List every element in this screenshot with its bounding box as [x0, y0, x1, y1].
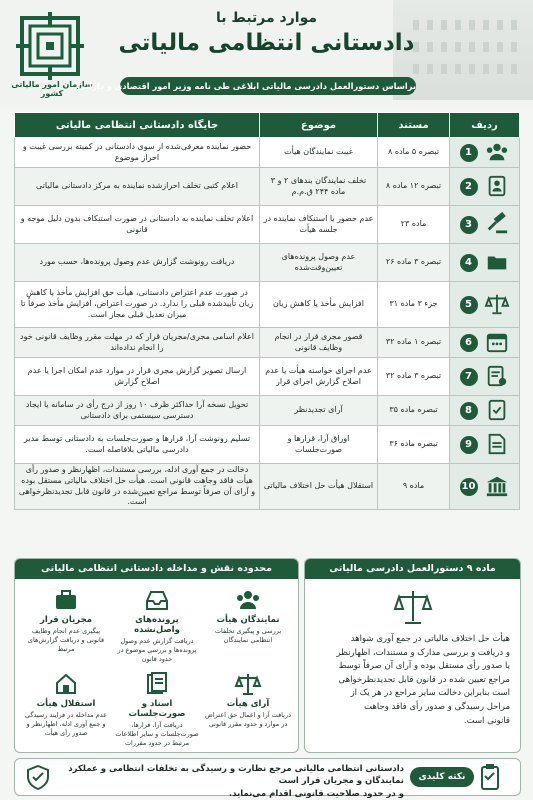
article9-line: مراحل رسیدگی و صدور رأی فاقد وجاهت — [364, 701, 510, 712]
table-row — [15, 426, 520, 464]
row-number: 4 — [460, 254, 478, 272]
table-header-row — [15, 113, 520, 138]
org-name: سازمان امور مالیاتی کشور — [11, 80, 93, 98]
role-card — [205, 587, 291, 645]
article9-line: هیأت حل اختلاف مالیاتی در جمع آوری شواهد — [350, 634, 510, 644]
role-card-desc: عدم مداخله در فرایند رسیدگی و جمع آوری ادله، اظهارنظر و صدور رأی هیأت — [24, 711, 108, 737]
row-number-cell — [450, 464, 520, 510]
row-number-cell — [450, 282, 520, 328]
table-body — [15, 138, 520, 510]
row-number-cell — [450, 244, 520, 282]
inbox-icon — [144, 587, 170, 613]
row-number: 2 — [460, 178, 478, 196]
role-card-desc: دریافت گزارش عدم وصول پرونده‌ها و بررسی موضوع در حدود قانون — [117, 637, 197, 663]
description-cell: در صورت عدم اعتراض دادستانی، هیأت حق افزایش مأخذ یا کاهش زیان تأییدشده قبلی را ندارد. در صورت اعتراض، افزایش مأخذ صرفاً تا میزان تعدیل قبلی مجاز است. — [15, 282, 260, 328]
table-row — [15, 206, 520, 244]
col-header-subject: موضوع — [260, 113, 378, 138]
row-number: 1 — [460, 144, 478, 162]
row-number-cell — [450, 396, 520, 426]
reference-cell: تبصره ۱۲ ماده ۸ — [378, 168, 450, 206]
article9-line: و دریافت و بررسی مدارک و مستندات، اظهارنظر — [336, 647, 510, 658]
document-check-icon — [484, 398, 510, 424]
role-card-desc: بررسی و پیگیری تخلفات انتظامی نمایندگان — [214, 627, 282, 644]
subject-cell: اوراق آرا، قرارها و صورت‌جلسات — [260, 426, 378, 464]
subject-cell: افزایش مأخذ یا کاهش زیان — [260, 282, 378, 328]
key-note-label: نکته کلیدی — [410, 767, 474, 787]
scales-icon — [235, 671, 261, 697]
row-number: 7 — [460, 368, 478, 386]
row-number-cell — [450, 168, 520, 206]
subject-cell: عدم حضور یا استنکاف نماینده در جلسه هیأت — [260, 206, 378, 244]
description-cell: حضور نماینده معرفی‌شده از سوی دادستانی در کمیته بررسی غیبت و احراز موضوع — [15, 138, 260, 168]
gavel-icon — [484, 212, 510, 238]
subject-cell: عدم اجرای خواسته هیأت یا عدم اصلاح گزارش اجرای قرار — [260, 358, 378, 396]
row-number: 5 — [460, 296, 478, 314]
role-card — [114, 671, 200, 747]
row-number: 6 — [460, 334, 478, 352]
article9-box — [304, 558, 521, 753]
independence-icon — [53, 671, 79, 697]
role-card — [23, 671, 109, 737]
reference-cell: تبصره ۵ ماده ۸ — [378, 138, 450, 168]
row-number-cell — [450, 328, 520, 358]
reference-cell: تبصره ماده ۳۶ — [378, 426, 450, 464]
role-card — [23, 587, 109, 653]
role-card-title: مجریان قرار — [40, 615, 92, 625]
article9-line: است بنابراین دخالت سایر مراجع در هر یک از — [350, 688, 510, 699]
role-card-desc: دریافت آرا و اعمال حق اعتراض در موارد و حدود مقرر قانونی — [204, 711, 291, 728]
page-title: دادستانی انتظامی مالیاتی — [118, 30, 415, 56]
table-row — [15, 282, 520, 328]
description-cell: دریافت رونوشت گزارش عدم وصول پرونده‌ها، حسب مورد — [15, 244, 260, 282]
role-card-title: پرونده‌های واصل‌نشده — [134, 615, 180, 635]
table-row — [15, 358, 520, 396]
user-badge-icon — [484, 174, 510, 200]
subtitle-bar: براساس دستورالعمل دادرسی مالیاتی ابلاغی طی نامه وزیر امور اقتصادی و دارایی — [120, 77, 416, 95]
people-icon — [235, 587, 261, 613]
row-number: 9 — [460, 436, 478, 454]
table-row — [15, 244, 520, 282]
row-number: 3 — [460, 216, 478, 234]
article9-title: ماده ۹ دستورالعمل دادرسی مالیاتی — [305, 559, 520, 579]
description-cell: اعلام اسامی مجری/مجریان قرار که در مهلت مقرر وظایف قانونی خود را انجام نداده‌اند — [15, 328, 260, 358]
role-box-title: محدوده نقش و مداخله دادستانی انتظامی مالیاتی — [15, 559, 298, 579]
row-number-cell — [450, 138, 520, 168]
table-row — [15, 396, 520, 426]
key-note-text — [55, 763, 404, 800]
article9-line: قانونی است. — [463, 715, 510, 726]
col-header-row-number: ردیف — [450, 113, 520, 138]
reference-cell: تبصره ۱ ماده ۳۲ — [378, 328, 450, 358]
scales-icon — [484, 292, 510, 318]
row-number-cell — [450, 206, 520, 244]
row-number-cell — [450, 358, 520, 396]
role-card-desc: پیگیری عدم انجام وظایف قانونی و دریافت گزارش‌های مرتبط — [27, 627, 105, 653]
file-text-icon — [484, 432, 510, 458]
role-card-title: نمایندگان هیأت — [216, 615, 280, 625]
users-icon — [484, 140, 510, 166]
subject-cell: استقلال هیأت حل اختلاف مالیاتی — [260, 464, 378, 510]
scales-icon — [393, 587, 433, 627]
role-card-title: اسناد و صورت‌جلسات — [128, 699, 186, 719]
folder-icon — [484, 250, 510, 276]
reference-cell: ماده ۹ — [378, 464, 450, 510]
subject-cell: تخلف نمایندگان بندهای ۲ و ۳ ماده ۲۴۴ ق.م.م — [260, 168, 378, 206]
subject-cell: قصور مجری قرار در انجام وظایف قانونی — [260, 328, 378, 358]
briefcase-icon — [53, 587, 79, 613]
subject-cell: عدم وصول پرونده‌های تعیین‌وقت‌شده — [260, 244, 378, 282]
courthouse-icon — [484, 474, 510, 500]
report-icon — [484, 364, 510, 390]
subject-cell: غیبت نمایندگان هیأت — [260, 138, 378, 168]
description-cell: تسلیم رونوشت آرا، قرارها و صورت‌جلسات به دادستانی توسط مدیر دادرسی مالیاتی بلافاصله است. — [15, 426, 260, 464]
table-row — [15, 328, 520, 358]
row-number: 10 — [460, 478, 478, 496]
reference-cell: ماده ۲۳ — [378, 206, 450, 244]
key-note-line: دادستانی انتظامی مالیاتی مرجع نظارت و رسیدگی به تخلفات انتظامی و عملکرد نمایندگان و مجریان قرار است — [68, 764, 404, 787]
description-cell: اعلام تخلف نماینده به دادستانی در صورت استنکاف بدون دلیل موجه و قانونی — [15, 206, 260, 244]
row-number: 8 — [460, 402, 478, 420]
reference-cell: تبصره ماده ۳۵ — [378, 396, 450, 426]
key-note-line: و در حدود صلاحیت قانونی اقدام می‌نماید. — [228, 788, 404, 799]
role-card-desc: دریافت آرا، قرارها، صورت‌جلسات و سایر اطلاعات مرتبط در حدود مقررات — [115, 721, 199, 747]
clipboard-icon — [480, 763, 500, 791]
row-number-cell — [450, 426, 520, 464]
role-card-title: استقلال هیأت — [36, 699, 96, 709]
description-cell: دخالت در جمع آوری ادله، بررسی مستندات، اظهارنظر و صدور رأی هیأت فاقد وجاهت قانونی است. هیأت حل اختلاف مالیاتی مستقل بوده و آرای آن صرفاً توسط مراجع تعیین‌شده در قانون قابل تجدیدنظرخواهی است. — [15, 464, 260, 510]
subject-cell: آرای تجدیدنظر — [260, 396, 378, 426]
calendar-icon — [484, 330, 510, 356]
description-cell: تحویل نسخه آرا حداکثر ظرف ۱۰ روز از درج رأی در سامانه یا ایجاد دسترسی سیستمی برای دادستانی — [15, 396, 260, 426]
table-row — [15, 168, 520, 206]
records-icon — [144, 671, 170, 697]
role-box — [14, 558, 299, 753]
article9-line: یا صدور رأی مستقل بوده و آرای آن صرفاً توسط — [338, 661, 510, 672]
shield-icon — [25, 764, 51, 790]
main-table — [14, 112, 520, 510]
header — [0, 0, 533, 108]
role-card — [114, 587, 200, 663]
col-header-description: جایگاه دادستانی انتظامی مالیاتی — [15, 113, 260, 138]
reference-cell: جزء ۳ ماده ۳۱ — [378, 282, 450, 328]
role-card — [205, 671, 291, 729]
col-header-reference: مستند — [378, 113, 450, 138]
role-card-title: آرای هیأت — [226, 699, 270, 709]
pretitle: موارد مرتبط با — [215, 10, 318, 26]
table-row — [15, 138, 520, 168]
table-row — [15, 464, 520, 510]
key-note-footer — [14, 758, 521, 799]
reference-cell: تبصره ۳ ماده ۳۲ — [378, 358, 450, 396]
description-cell: ارسال تصویر گزارش مجری قرار در موارد عدم امکان اجرا یا عدم اصلاح گزارش — [15, 358, 260, 396]
description-cell: اعلام کتبی تخلف احرازشده نماینده به مرکز دادستانی مالیاتی — [15, 168, 260, 206]
reference-cell: تبصره ۳ ماده ۲۶ — [378, 244, 450, 282]
article9-line: مراجع تعیین شده در قانون قابل تجدیدنظرخواهی — [338, 674, 510, 685]
